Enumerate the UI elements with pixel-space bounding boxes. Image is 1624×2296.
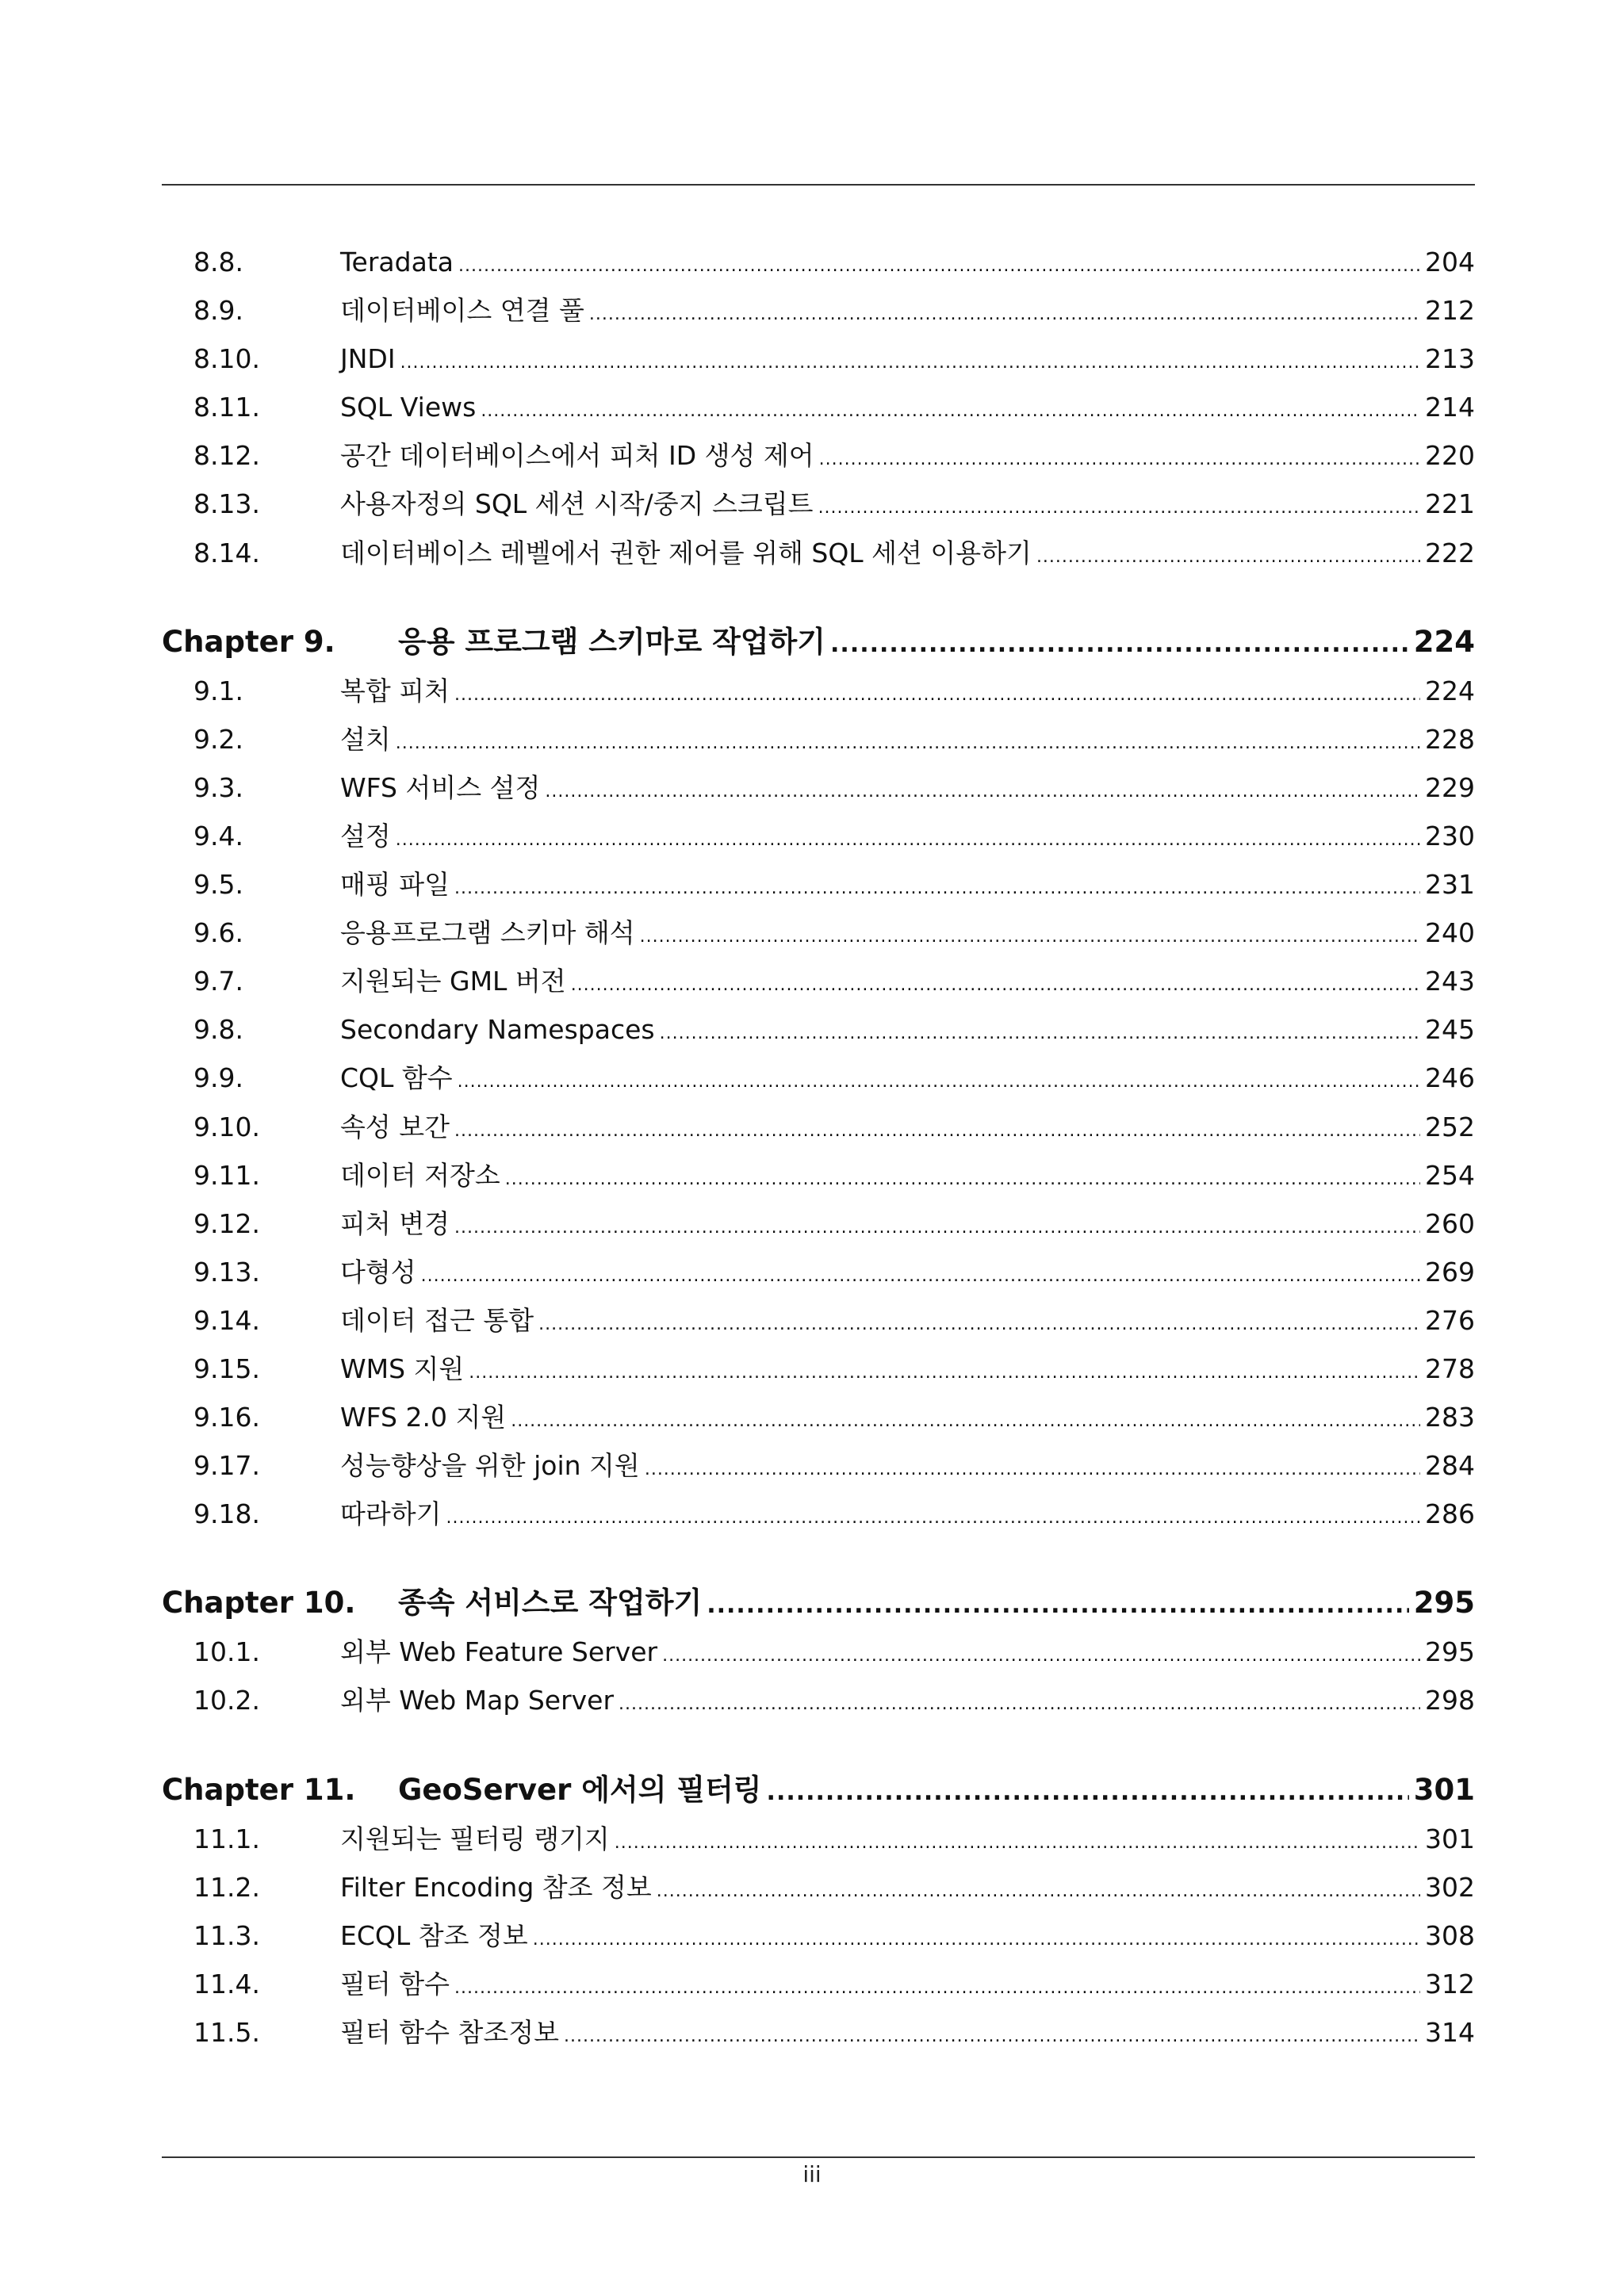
toc-section-entry[interactable] — [162, 335, 1475, 383]
section-number: 9.8. — [193, 1014, 243, 1046]
section-title: 매핑 파일 — [340, 869, 450, 901]
toc-section-entry[interactable] — [162, 480, 1475, 528]
dot-leader — [454, 1103, 1420, 1137]
section-title: CQL 함수 — [340, 1062, 453, 1094]
chapter-number: Chapter 9. — [162, 624, 335, 659]
toc-section-entry[interactable] — [162, 1628, 1475, 1676]
section-number: 10.1. — [193, 1636, 260, 1668]
page-number: 301 — [1425, 1823, 1475, 1854]
toc-section-entry[interactable] — [162, 1005, 1475, 1054]
section-title: 사용자정의 SQL 세션 시작/중지 스크립트 — [340, 488, 814, 520]
section-title: 지원되는 필터링 랭기지 — [340, 1823, 610, 1854]
section-number: 9.5. — [193, 869, 243, 901]
table-of-contents — [162, 238, 1475, 2057]
section-title: JNDI — [340, 343, 396, 375]
section-title: 성능향상을 위한 join 지원 — [340, 1450, 640, 1482]
toc-section-entry[interactable] — [162, 1151, 1475, 1200]
page-number: 221 — [1425, 488, 1475, 520]
toc-section-entry[interactable] — [162, 1054, 1475, 1102]
dot-leader — [458, 1054, 1420, 1088]
page-number: 220 — [1425, 440, 1475, 472]
page-number: 312 — [1425, 1968, 1475, 1999]
section-number: 8.8. — [193, 247, 243, 277]
page-number: 214 — [1425, 392, 1475, 423]
dot-leader — [571, 957, 1420, 991]
section-number: 8.14. — [193, 537, 260, 568]
section-title: ECQL 참조 정보 — [340, 1919, 528, 1951]
section-title: 외부 Web Feature Server — [340, 1636, 658, 1668]
toc-section-entry[interactable] — [162, 431, 1475, 480]
section-title: Secondary Namespaces — [340, 1014, 655, 1046]
page-number: 224 — [1425, 675, 1475, 706]
toc-section-entry[interactable] — [162, 1393, 1475, 1441]
section-title: 설치 — [340, 723, 391, 755]
section-title: Filter Encoding 참조 정보 — [340, 1871, 652, 1903]
dot-leader — [454, 1200, 1420, 1234]
section-title: 다형성 — [340, 1256, 416, 1288]
section-title: WMS 지원 — [340, 1353, 465, 1384]
page-number: 284 — [1425, 1450, 1475, 1482]
section-number: 8.9. — [193, 295, 243, 327]
page-number: 298 — [1425, 1685, 1475, 1716]
toc-section-entry[interactable] — [162, 1200, 1475, 1248]
section-title: WFS 2.0 지원 — [340, 1402, 507, 1433]
toc-section-entry[interactable] — [162, 1490, 1475, 1538]
page-number: 246 — [1425, 1062, 1475, 1094]
page-number: 283 — [1425, 1402, 1475, 1433]
section-title: 필터 함수 — [340, 1968, 450, 1999]
section-number: 9.7. — [193, 966, 243, 997]
section-number: 9.16. — [193, 1402, 260, 1433]
toc-section-entry[interactable] — [162, 1248, 1475, 1296]
toc-section-entry[interactable] — [162, 860, 1475, 909]
section-number: 11.4. — [193, 1968, 260, 1999]
dot-leader — [545, 763, 1420, 798]
chapter-number: Chapter 11. — [162, 1772, 356, 1807]
page-number: 229 — [1425, 771, 1475, 803]
page-number: 302 — [1425, 1871, 1475, 1903]
page-number: 295 — [1413, 1586, 1475, 1621]
dot-leader — [505, 1151, 1420, 1185]
page-number: 308 — [1425, 1919, 1475, 1951]
page-number: 301 — [1413, 1772, 1475, 1807]
header-rule — [162, 184, 1475, 186]
dot-leader — [454, 860, 1420, 894]
toc-chapter-entry[interactable] — [162, 617, 1475, 667]
section-number: 9.1. — [193, 675, 243, 706]
section-number: 8.13. — [193, 488, 260, 520]
page-number: 276 — [1425, 1304, 1475, 1336]
dot-leader — [645, 1441, 1420, 1475]
page-number: 204 — [1425, 247, 1475, 277]
section-number: 9.18. — [193, 1498, 260, 1530]
page-number: 213 — [1425, 343, 1475, 375]
section-number: 8.12. — [193, 440, 260, 472]
page-number: 222 — [1425, 537, 1475, 568]
dot-leader — [421, 1248, 1420, 1282]
toc-section-entry[interactable] — [162, 529, 1475, 577]
dot-leader — [662, 1628, 1420, 1662]
dot-leader — [818, 480, 1420, 514]
section-title: 지원되는 GML 버전 — [340, 966, 566, 997]
section-number: 9.17. — [193, 1450, 260, 1482]
dot-leader — [469, 1345, 1420, 1379]
page-number: 278 — [1425, 1353, 1475, 1384]
section-number: 9.10. — [193, 1111, 260, 1142]
section-title: 설정 — [340, 820, 391, 851]
footer-page-number: iii — [802, 2161, 822, 2187]
dot-leader — [589, 286, 1420, 320]
toc-section-entry[interactable] — [162, 1103, 1475, 1151]
section-number: 8.10. — [193, 343, 260, 375]
section-number: 9.3. — [193, 771, 243, 803]
page-number: 231 — [1425, 869, 1475, 901]
dot-leader — [533, 1911, 1420, 1946]
section-number: 9.11. — [193, 1159, 260, 1191]
section-number: 9.15. — [193, 1353, 260, 1384]
dot-leader — [458, 238, 1420, 272]
section-number: 10.2. — [193, 1685, 260, 1716]
dot-leader — [481, 383, 1420, 417]
toc-section-entry[interactable] — [162, 1863, 1475, 1911]
dot-leader — [830, 617, 1409, 655]
section-number: 9.14. — [193, 1304, 260, 1336]
section-number: 9.13. — [193, 1256, 260, 1288]
section-number: 11.2. — [193, 1871, 260, 1903]
dot-leader — [619, 1676, 1420, 1710]
dot-leader — [396, 715, 1420, 749]
section-number: 9.12. — [193, 1207, 260, 1239]
section-title: 데이터 접근 통합 — [340, 1304, 534, 1336]
toc-section-entry[interactable] — [162, 2008, 1475, 2057]
section-title: 따라하기 — [340, 1498, 442, 1530]
section-title: Teradata — [340, 247, 454, 277]
section-title: 복합 피처 — [340, 675, 450, 706]
toc-section-entry[interactable] — [162, 238, 1475, 286]
section-title: WFS 서비스 설정 — [340, 771, 541, 803]
page-number: 228 — [1425, 723, 1475, 755]
dot-leader — [446, 1490, 1420, 1524]
toc-section-entry[interactable] — [162, 715, 1475, 763]
section-title: 데이터베이스 연결 풀 — [340, 295, 584, 327]
section-title: 데이터베이스 레벨에서 권한 제어를 위해 SQL 세션 이용하기 — [340, 537, 1032, 568]
toc-section-entry[interactable] — [162, 1345, 1475, 1393]
dot-leader — [660, 1005, 1420, 1039]
toc-chapter-entry[interactable] — [162, 1765, 1475, 1815]
footer-rule — [162, 2156, 1475, 2158]
page-number: 314 — [1425, 2016, 1475, 2048]
toc-section-entry[interactable] — [162, 1441, 1475, 1490]
toc-section-entry[interactable] — [162, 1296, 1475, 1345]
section-number: 9.6. — [193, 917, 243, 949]
toc-section-entry[interactable] — [162, 1676, 1475, 1724]
toc-section-entry[interactable] — [162, 667, 1475, 715]
dot-leader — [767, 1765, 1409, 1803]
dot-leader — [511, 1393, 1420, 1427]
page-number: 254 — [1425, 1159, 1475, 1191]
page-number: 230 — [1425, 820, 1475, 851]
section-number: 8.11. — [193, 392, 260, 423]
section-title: 데이터 저장소 — [340, 1159, 500, 1191]
toc-section-entry[interactable] — [162, 1815, 1475, 1863]
chapter-title: GeoServer 에서의 필터링 — [398, 1772, 762, 1807]
section-number: 9.9. — [193, 1062, 243, 1094]
page-number: 252 — [1425, 1111, 1475, 1142]
dot-leader — [400, 335, 1420, 369]
page-number: 212 — [1425, 295, 1475, 327]
section-title: 필터 함수 참조정보 — [340, 2016, 560, 2048]
section-title: SQL Views — [340, 392, 477, 423]
section-title: 피처 변경 — [340, 1207, 450, 1239]
toc-section-entry[interactable] — [162, 812, 1475, 860]
page-number: 260 — [1425, 1207, 1475, 1239]
section-title: 속성 보간 — [340, 1111, 450, 1142]
toc-section-entry[interactable] — [162, 909, 1475, 957]
section-title: 외부 Web Map Server — [340, 1685, 615, 1716]
dot-leader — [454, 1960, 1420, 1994]
chapter-title: 종속 서비스로 작업하기 — [398, 1586, 703, 1621]
toc-section-entry[interactable] — [162, 1911, 1475, 1960]
page-number: 224 — [1413, 624, 1475, 659]
dot-leader — [454, 667, 1420, 701]
chapter-title: 응용 프로그램 스키마로 작업하기 — [398, 624, 826, 659]
page-number: 295 — [1425, 1636, 1475, 1668]
toc-chapter-entry[interactable] — [162, 1578, 1475, 1628]
page-number: 243 — [1425, 966, 1475, 997]
dot-leader — [396, 812, 1420, 846]
section-title: 응용프로그램 스키마 해석 — [340, 917, 635, 949]
section-number: 9.2. — [193, 723, 243, 755]
dot-leader — [615, 1815, 1420, 1849]
page-number: 245 — [1425, 1014, 1475, 1046]
section-title: 공간 데이터베이스에서 피처 ID 생성 제어 — [340, 440, 814, 472]
dot-leader — [657, 1863, 1420, 1897]
page-number: 286 — [1425, 1498, 1475, 1530]
section-number: 11.1. — [193, 1823, 260, 1854]
toc-section-entry[interactable] — [162, 383, 1475, 431]
toc-section-entry[interactable] — [162, 1960, 1475, 2008]
dot-leader — [538, 1296, 1420, 1330]
section-number: 9.4. — [193, 820, 243, 851]
dot-leader — [564, 2008, 1420, 2042]
page-number: 240 — [1425, 917, 1475, 949]
dot-leader — [1036, 529, 1420, 563]
dot-leader — [819, 431, 1420, 465]
toc-section-entry[interactable] — [162, 286, 1475, 335]
dot-leader — [707, 1578, 1409, 1616]
page-number: 269 — [1425, 1256, 1475, 1288]
dot-leader — [640, 909, 1420, 943]
chapter-number: Chapter 10. — [162, 1586, 356, 1621]
section-number: 11.5. — [193, 2016, 260, 2048]
toc-section-entry[interactable] — [162, 957, 1475, 1005]
section-number: 11.3. — [193, 1919, 260, 1951]
toc-section-entry[interactable] — [162, 763, 1475, 812]
